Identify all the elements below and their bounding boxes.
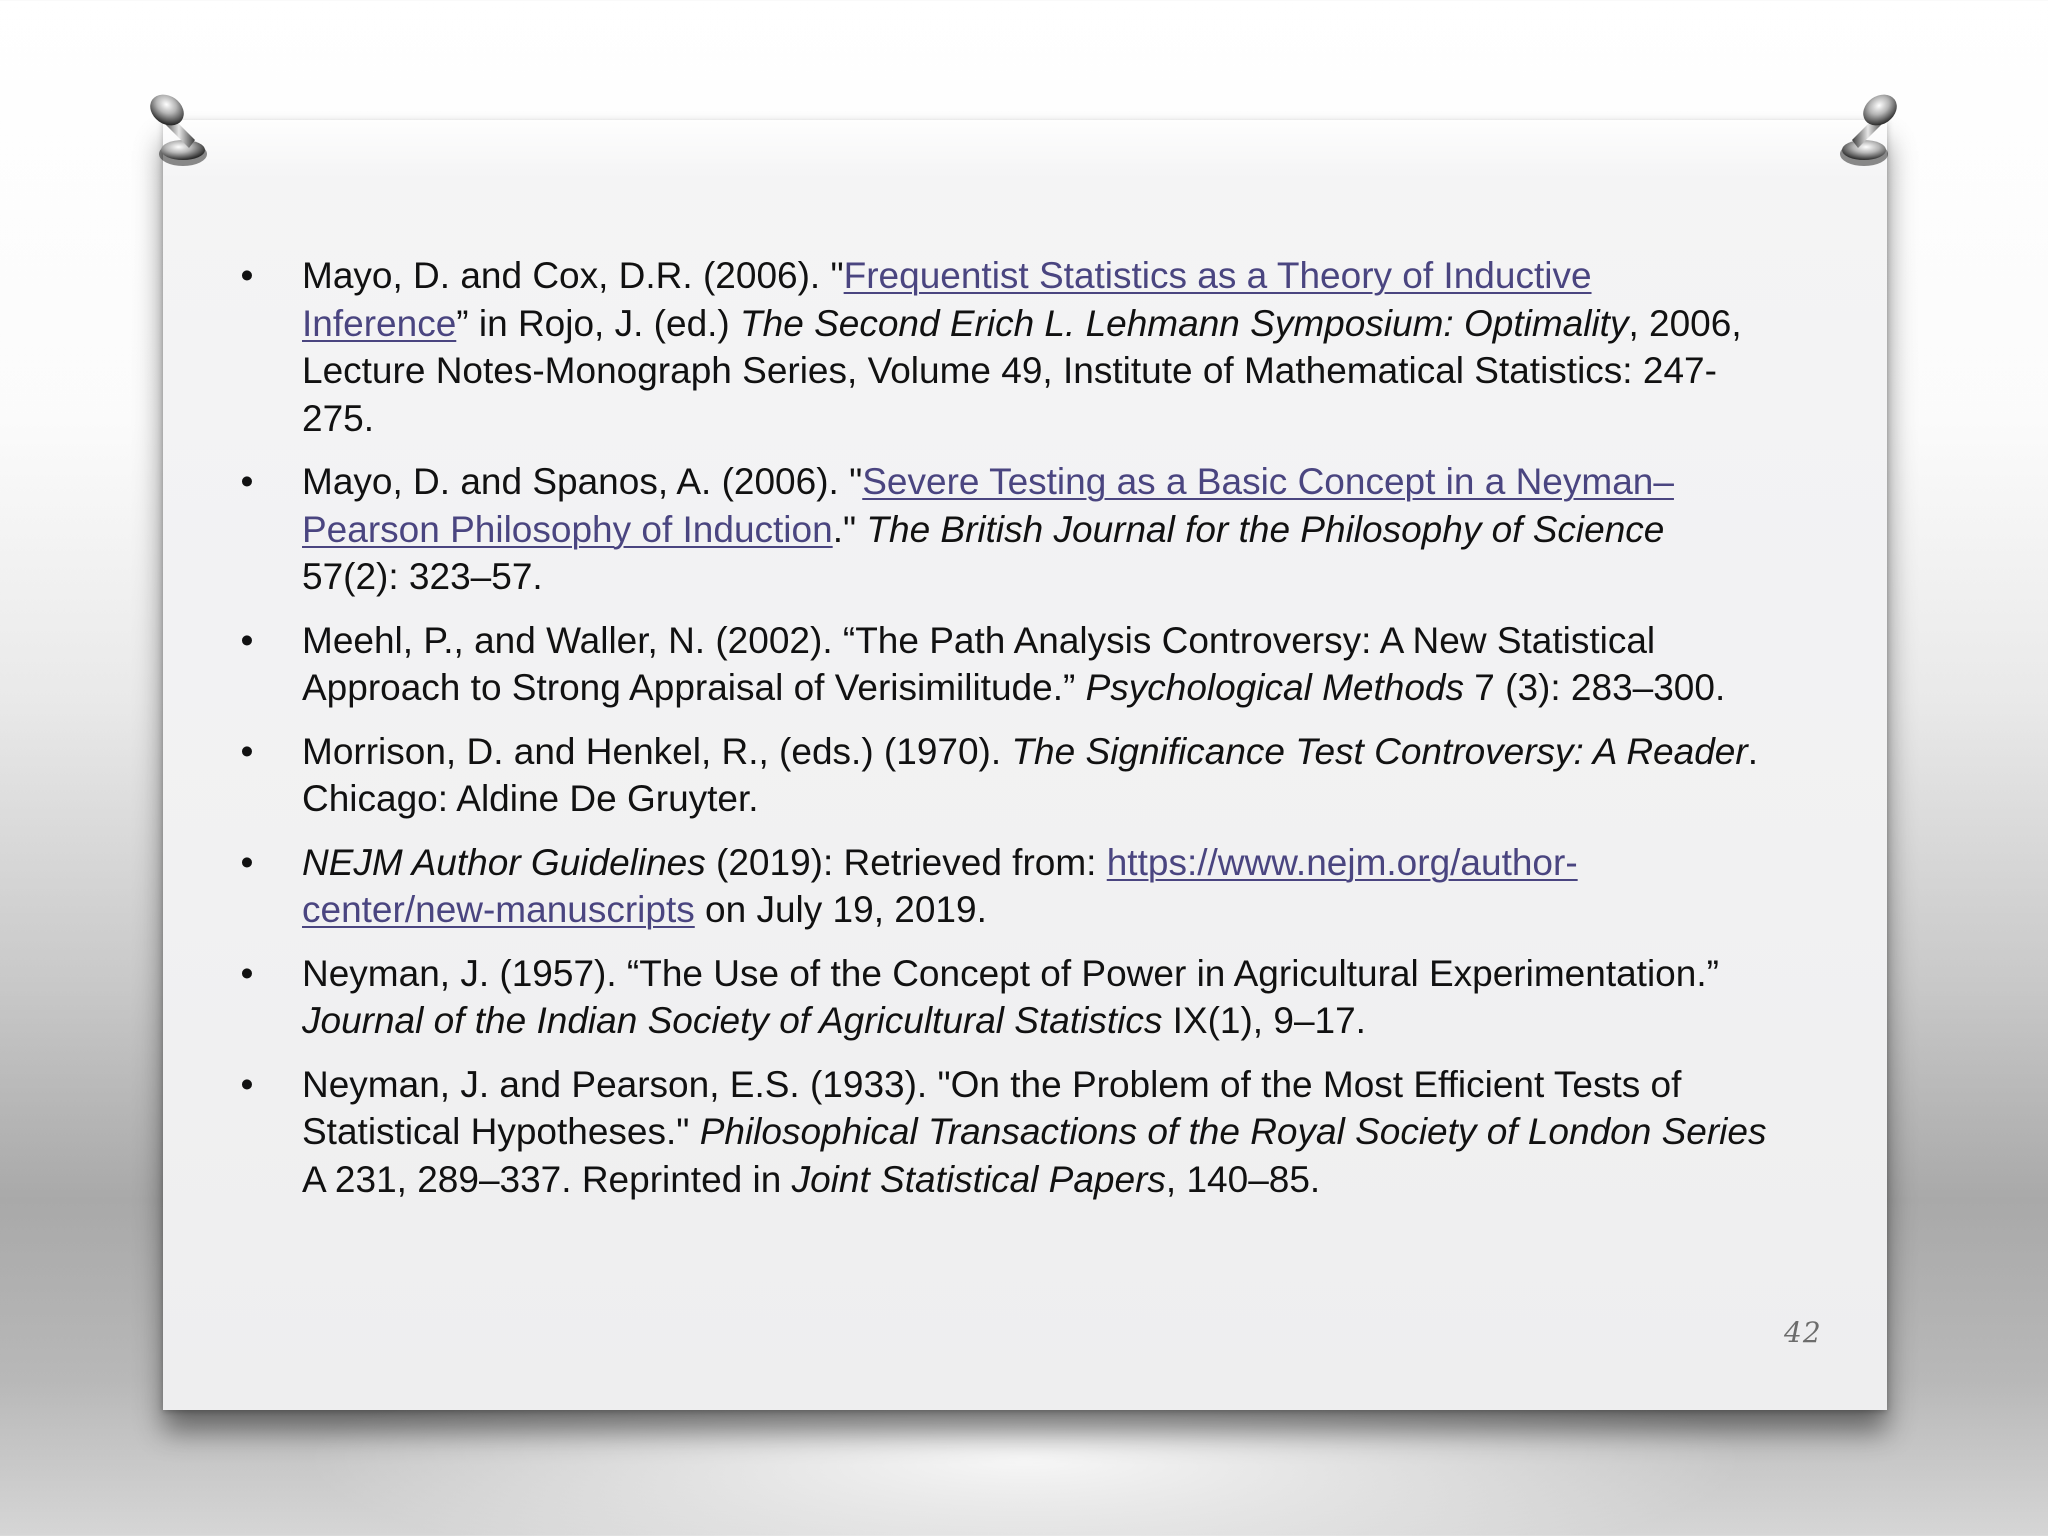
reference-item xyxy=(237,252,1767,442)
reference-authors: Meehl, P., and Waller, N. (2002). “The Path Analysis Controversy: A New Statistical Approach to Strong Appraisal of Verisimilitude.” xyxy=(302,619,1656,708)
reference-title: NEJM Author Guidelines xyxy=(302,841,706,883)
reference-link[interactable]: Severe Testing as a Basic Concept in a Neyman–Pearson Philosophy of Induction xyxy=(302,461,1674,550)
reference-text: ” in Rojo, J. (ed.) xyxy=(456,302,741,344)
page-number: 42 xyxy=(1784,1316,1822,1349)
reference-source: The Second Erich L. Lehmann Symposium: Optimality xyxy=(740,302,1629,344)
reference-item xyxy=(237,728,1767,823)
reference-item xyxy=(237,839,1767,934)
reference-authors: Morrison, D. and Henkel, R., (eds.) (1970). xyxy=(302,730,1012,772)
bullet-icon: • xyxy=(240,461,254,502)
bullet-icon: • xyxy=(240,841,254,883)
reference-link[interactable]: Frequentist Statistics as a Theory of Inductive Inference xyxy=(302,255,1592,344)
reference-authors: Neyman, J. and Pearson, E.S. (1933). "On the Problem of the Most Efficient Tests of Statistical Hypotheses." xyxy=(302,1063,1682,1152)
reference-item xyxy=(237,950,1767,1045)
reference-details-secondary: , 140–85. xyxy=(1165,1158,1321,1200)
reference-details: IX(1), 9–17. xyxy=(1162,1000,1366,1041)
reference-item xyxy=(237,458,1767,601)
reference-source-secondary: Joint Statistical Papers xyxy=(791,1158,1166,1200)
reference-url-link[interactable]: https://www.nejm.org/author-center/new-manuscripts xyxy=(302,841,1578,930)
reference-details: A 231, 289–337. Reprinted in xyxy=(302,1158,792,1200)
reference-authors: Mayo, D. and Cox, D.R. (2006). " xyxy=(302,255,844,296)
reference-source: Psychological Methods xyxy=(1085,667,1464,708)
reference-source: The British Journal for the Philosophy of Science xyxy=(866,508,1665,550)
bullet-icon: • xyxy=(240,730,254,772)
reference-details: 7 (3): 283–300. xyxy=(1464,667,1726,708)
reference-details: , 2006, Lecture Notes-Monograph Series, Volume 49, Institute of Mathematical Statistics: 247-275. xyxy=(302,302,1742,439)
reference-source: The Significance Test Controversy: A Reader xyxy=(1011,730,1748,772)
reference-source: Philosophical Transactions of the Royal Society of London Series xyxy=(699,1111,1767,1152)
reference-details: 57(2): 323–57. xyxy=(302,556,543,597)
bullet-icon: • xyxy=(240,619,254,661)
reference-details: . Chicago: Aldine De Gruyter. xyxy=(302,730,1758,819)
reference-text: ." xyxy=(832,508,867,550)
reference-source: Journal of the Indian Society of Agricultural Statistics xyxy=(302,1000,1163,1041)
bullet-icon: • xyxy=(240,952,254,994)
reference-authors: Mayo, D. and Spanos, A. (2006). " xyxy=(302,461,863,502)
reference-item xyxy=(237,617,1767,712)
bullet-icon: • xyxy=(240,1063,254,1105)
bullet-icon: • xyxy=(240,255,254,296)
pushpin-left-icon xyxy=(143,84,213,170)
reference-text: (2019): Retrieved from: xyxy=(705,841,1107,883)
reference-list xyxy=(237,252,1767,1219)
reference-authors: Neyman, J. (1957). “The Use of the Concept of Power in Agricultural Experimentation.” xyxy=(302,952,1719,994)
reference-item xyxy=(237,1061,1767,1204)
reference-details: on July 19, 2019. xyxy=(694,889,987,930)
pushpin-right-icon xyxy=(1834,84,1904,170)
